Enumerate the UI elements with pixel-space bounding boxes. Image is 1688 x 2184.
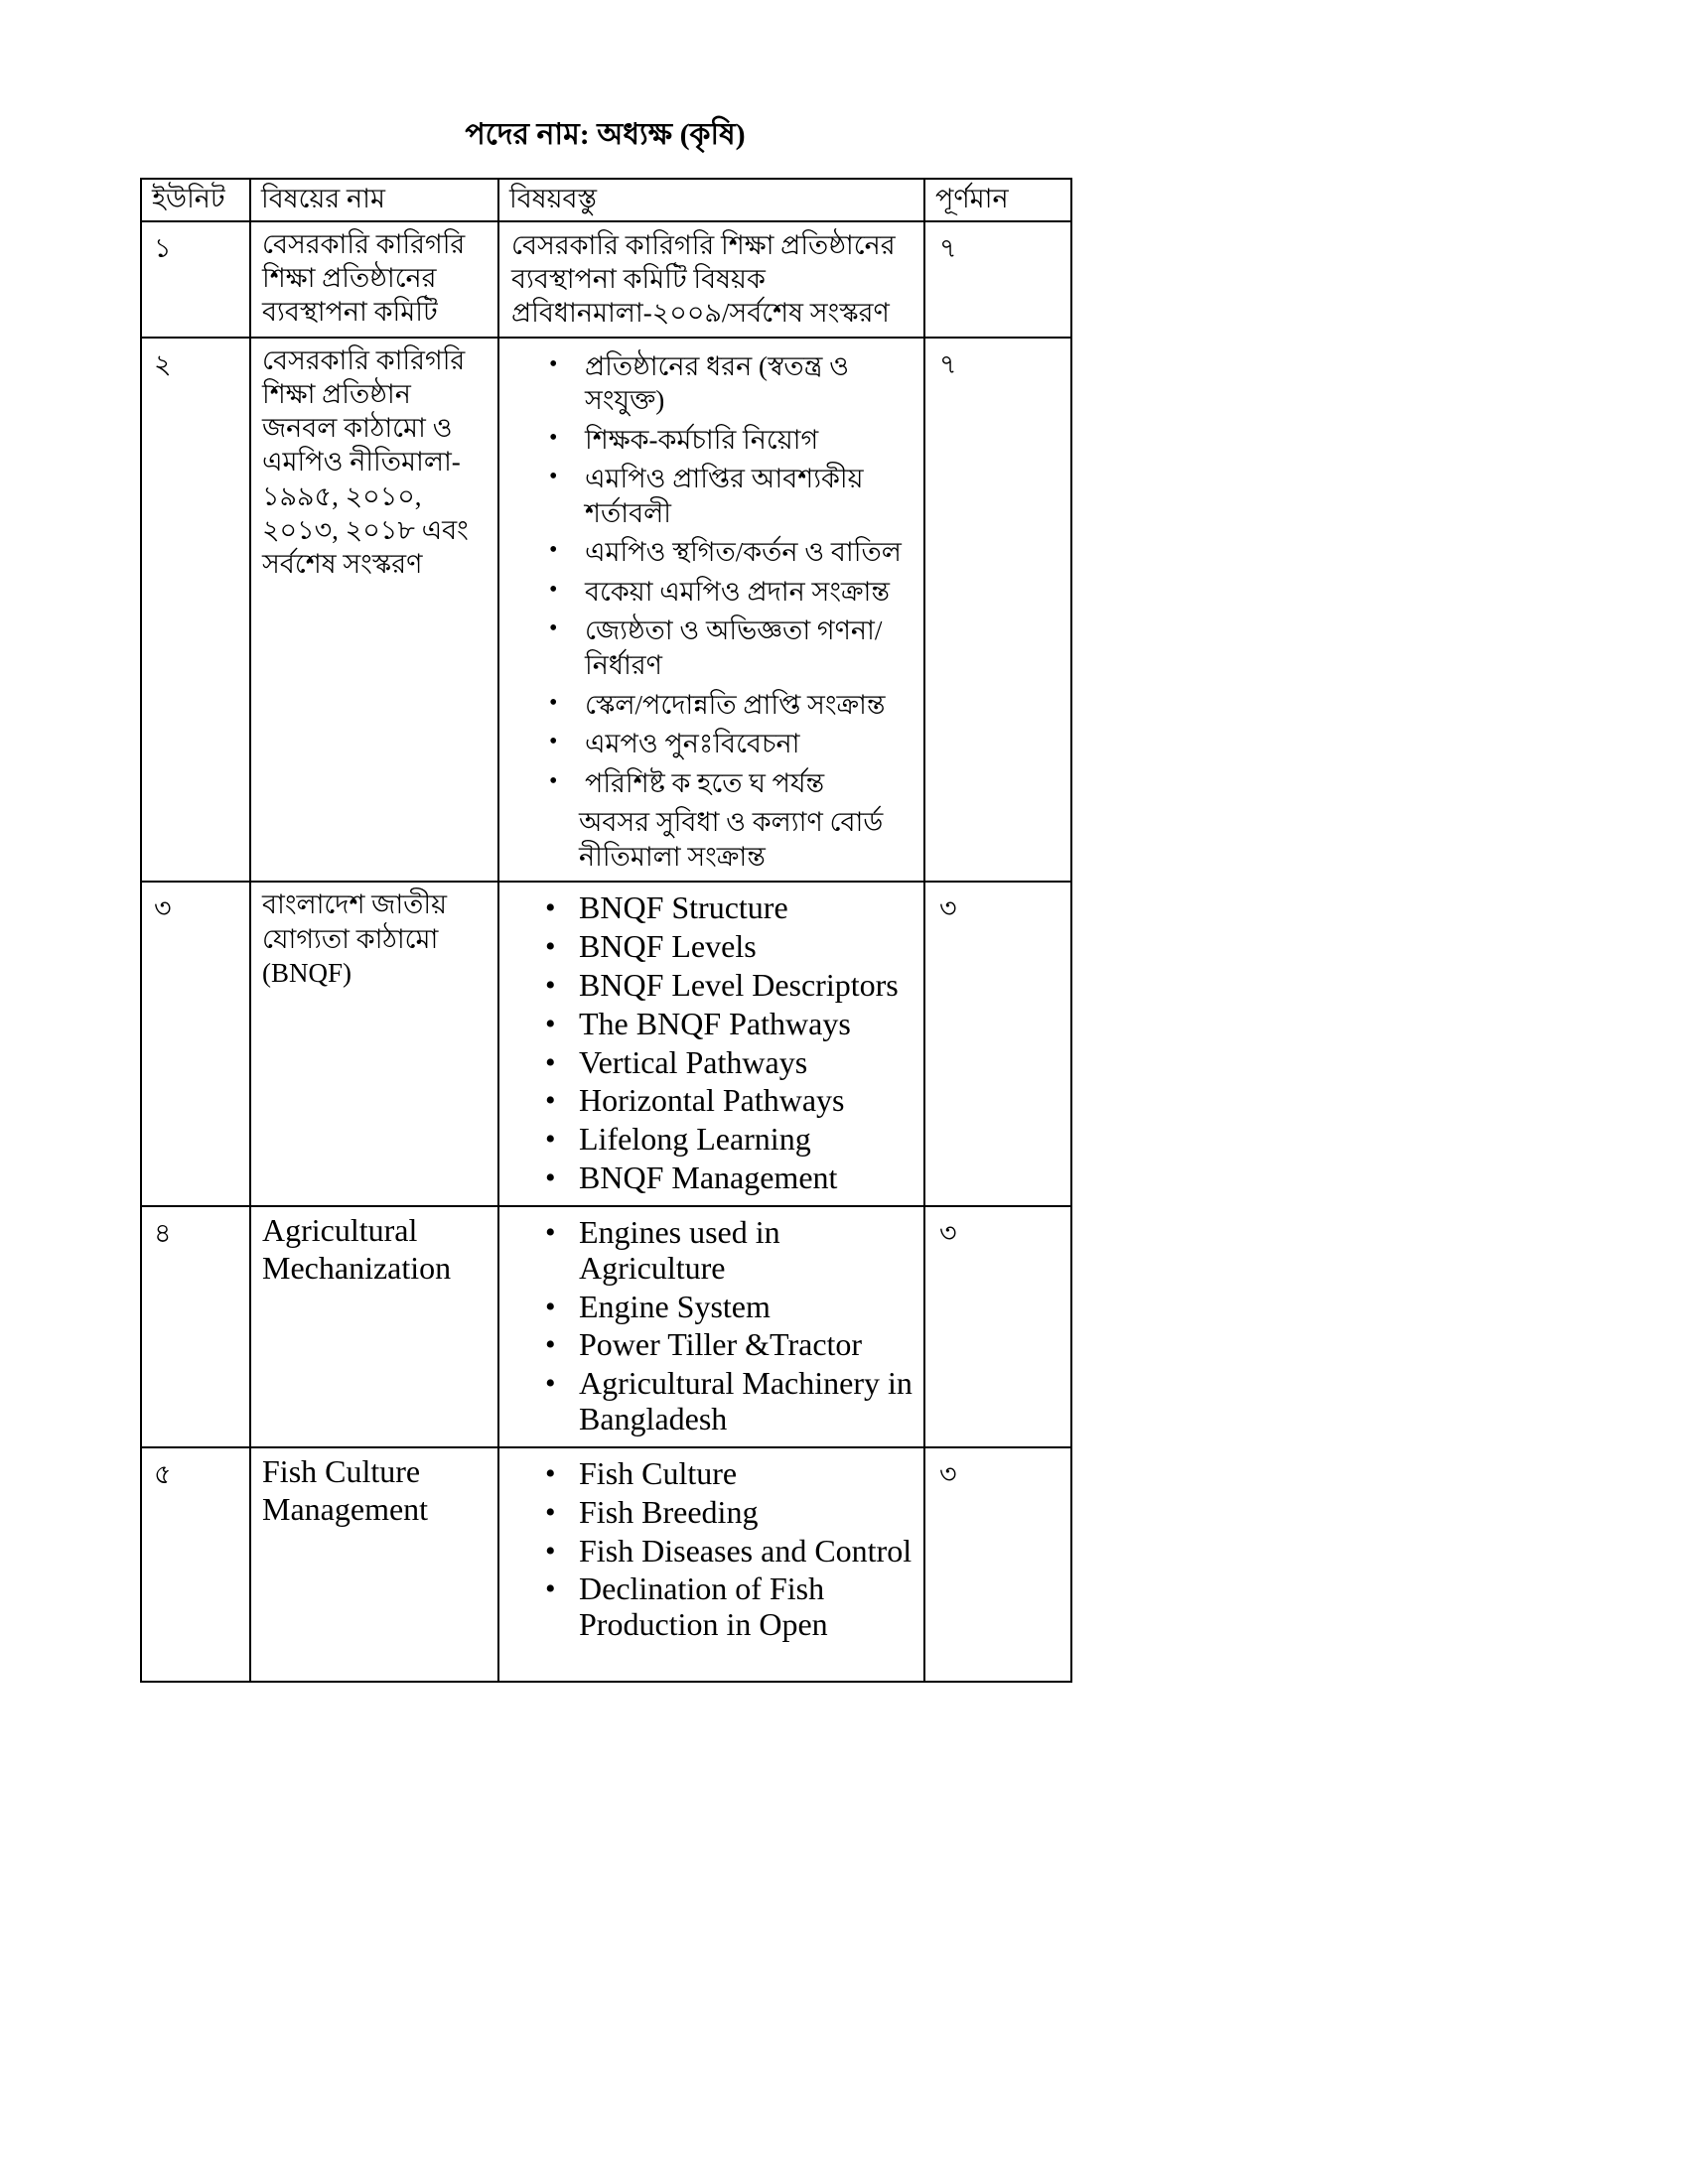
subject-cell — [250, 1447, 498, 1682]
list-continuation-text: অবসর সুবিধা ও কল্যাণ বোর্ড নীতিমালা সংক্রান্ত — [579, 807, 884, 873]
table-row — [141, 221, 1071, 338]
marks-cell: ৩ — [924, 1206, 1071, 1447]
unit-cell: ৪ — [141, 1206, 250, 1447]
table-row — [141, 1447, 1071, 1682]
subject-text: বাংলাদেশ জাতীয় যোগ্যতা কাঠামো (BNQF) — [262, 889, 448, 988]
subject-cell — [250, 1206, 498, 1447]
content-text: বেসরকারি কারিগরি শিক্ষা প্রতিষ্ঠানের ব্যবস্থাপনা কমিটি বিষয়ক প্রবিধানমালা-২০০৯/সর্বশেষ সংস্করণ — [511, 229, 896, 329]
content-cell — [498, 221, 924, 338]
list-item: • Fish Diseases and Control — [509, 1534, 915, 1570]
bullet-list — [509, 349, 915, 801]
subject-cell — [250, 221, 498, 338]
document-content — [140, 115, 1070, 1683]
list-item: • BNQF Structure — [509, 890, 915, 926]
unit-cell: ২ — [141, 338, 250, 883]
list-item: • জ্যেষ্ঠতা ও অভিজ্ঞতা গণনা/নির্ধারণ — [509, 614, 915, 682]
list-item: • Fish Culture — [509, 1456, 915, 1492]
table-header-row — [141, 179, 1071, 221]
header-content: বিষয়বস্তু — [498, 179, 924, 221]
header-subject: বিষয়ের নাম — [250, 179, 498, 221]
content-cell — [498, 338, 924, 883]
bullet-list — [509, 1456, 915, 1643]
marks-cell: ৭ — [924, 338, 1071, 883]
list-item: • Engines used in Agriculture — [509, 1215, 915, 1287]
content-cell — [498, 1447, 924, 1682]
header-unit: ইউনিট — [141, 179, 250, 221]
unit-cell: ১ — [141, 221, 250, 338]
bullet-list — [509, 890, 915, 1196]
list-item: • এমপিও প্রাপ্তির আবশ্যকীয় শর্তাবলী — [509, 462, 915, 530]
list-item: • শিক্ষক-কর্মচারি নিয়োগ — [509, 423, 915, 458]
list-item: • Agricultural Machinery in Bangladesh — [509, 1366, 915, 1437]
marks-cell: ৩ — [924, 882, 1071, 1206]
table-row — [141, 882, 1071, 1206]
bullet-list — [509, 1215, 915, 1437]
syllabus-table — [140, 178, 1072, 1683]
table-row — [141, 1206, 1071, 1447]
list-item: • Lifelong Learning — [509, 1122, 915, 1158]
list-item: • এমপিও স্থগিত/কর্তন ও বাতিল — [509, 535, 915, 570]
unit-cell: ৫ — [141, 1447, 250, 1682]
subject-cell — [250, 882, 498, 1206]
subject-text: বেসরকারি কারিগরি শিক্ষা প্রতিষ্ঠানের ব্যবস্থাপনা কমিটি — [262, 228, 466, 328]
list-item: • Fish Breeding — [509, 1495, 915, 1531]
subject-text: Fish Culture Management — [262, 1452, 429, 1527]
content-cell — [498, 1206, 924, 1447]
list-item: • প্রতিষ্ঠানের ধরন (স্বতন্ত্র ও সংযুক্ত) — [509, 349, 915, 418]
list-item: • এমপও পুনঃবিবেচনা — [509, 727, 915, 761]
table-row — [141, 338, 1071, 883]
list-item: • The BNQF Pathways — [509, 1007, 915, 1042]
content-cell — [498, 882, 924, 1206]
list-item: • বকেয়া এমপিও প্রদান সংক্রান্ত — [509, 575, 915, 610]
list-item: • Power Tiller &Tractor — [509, 1327, 915, 1363]
marks-cell: ৭ — [924, 221, 1071, 338]
list-item: • BNQF Levels — [509, 929, 915, 965]
list-item: • Horizontal Pathways — [509, 1083, 915, 1119]
header-marks: পূর্ণমান — [924, 179, 1071, 221]
list-item: • BNQF Management — [509, 1160, 915, 1196]
subject-text: বেসরকারি কারিগরি শিক্ষা প্রতিষ্ঠান জনবল কাঠামো ও এমপিও নীতিমালা- ১৯৯৫, ২০১০, ২০১৩, ২০১৮ এবং সর্বশেষ সংস্করণ — [262, 344, 469, 580]
list-item: • BNQF Level Descriptors — [509, 968, 915, 1004]
page-title: পদের নাম: অধ্যক্ষ (কৃষি) — [465, 118, 746, 151]
subject-cell — [250, 338, 498, 883]
list-item: • Vertical Pathways — [509, 1045, 915, 1081]
list-item: • স্কেল/পদোন্নতি প্রাপ্তি সংক্রান্ত — [509, 688, 915, 723]
unit-cell: ৩ — [141, 882, 250, 1206]
list-item: • Declination of Fish Production in Open — [509, 1571, 915, 1643]
list-item: • Engine System — [509, 1290, 915, 1325]
marks-cell: ৩ — [924, 1447, 1071, 1682]
list-item: • পরিশিষ্ট ক হতে ঘ পর্যন্ত — [509, 766, 915, 801]
subject-text: Agricultural Mechanization — [262, 1211, 452, 1286]
